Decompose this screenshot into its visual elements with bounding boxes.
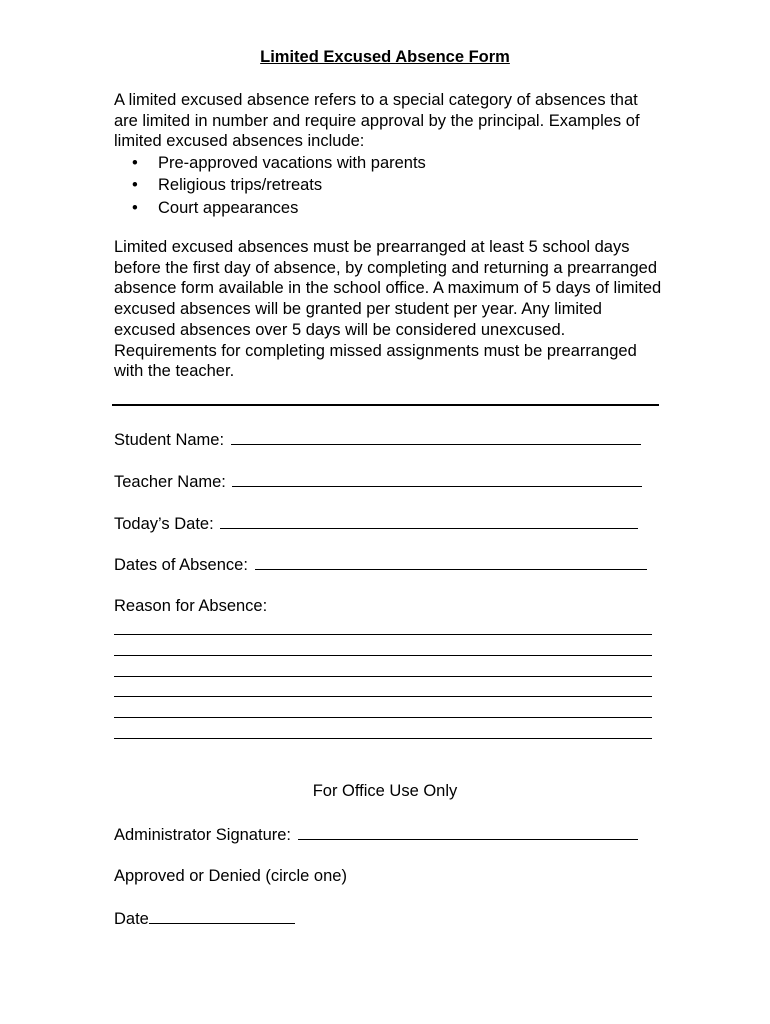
reason-label: Reason for Absence: (114, 597, 268, 615)
student-name-label: Student Name: (114, 431, 225, 449)
intro-paragraph: A limited excused absence refers to a special category of absences that are limited in number and require approval by the principal. Examples of limited excused absences include: (114, 91, 640, 151)
dates-of-absence-label: Dates of Absence: (114, 556, 248, 574)
teacher-name-label: Teacher Name: (114, 473, 226, 491)
student-name-input[interactable] (231, 428, 641, 445)
reason-line[interactable] (114, 676, 652, 677)
office-use-heading: For Office Use Only (312, 782, 458, 800)
examples-list (132, 152, 426, 219)
list-item: • Religious trips/retreats (132, 174, 426, 196)
reason-field (114, 595, 267, 617)
teacher-name-input[interactable] (232, 470, 642, 487)
bullet-icon: • (132, 154, 138, 172)
dates-of-absence-input[interactable] (255, 553, 647, 570)
todays-date-input[interactable] (220, 512, 638, 529)
section-divider (112, 404, 659, 406)
reason-line[interactable] (114, 634, 652, 635)
admin-signature-label: Administrator Signature: (114, 826, 291, 844)
admin-signature-input[interactable] (298, 823, 638, 840)
reason-line[interactable] (114, 738, 652, 739)
reason-line[interactable] (114, 717, 652, 718)
todays-date-field (114, 512, 638, 534)
admin-signature-field (114, 823, 638, 845)
date-input[interactable] (149, 907, 295, 924)
rules-paragraph: Limited excused absences must be prearranged at least 5 school days before the first day of absence, by completing and returning a prearranged absence form available in the school office. A maximum of 5 days of limited excused absences will be granted per student per year. Any limited excused absences over 5 days will be considered unexcused. Requirements for completing missed assignments must be prearranged with the teacher. (114, 238, 662, 381)
todays-date-label: Today’s Date: (114, 515, 214, 533)
bullet-icon: • (132, 198, 138, 217)
reason-line[interactable] (114, 696, 652, 697)
date-label: Date (114, 910, 149, 928)
approved-denied-text: Approved or Denied (circle one) (114, 867, 347, 885)
bullet-icon: • (132, 176, 138, 195)
list-item: • Court appearances (132, 197, 426, 219)
teacher-name-field (114, 470, 642, 492)
list-item: • Pre-approved vacations with parents (132, 152, 426, 174)
student-name-field (114, 428, 641, 450)
dates-of-absence-field (114, 553, 647, 575)
form-title: Limited Excused Absence Form (260, 48, 510, 66)
reason-line[interactable] (114, 655, 652, 656)
date-field (114, 907, 295, 929)
